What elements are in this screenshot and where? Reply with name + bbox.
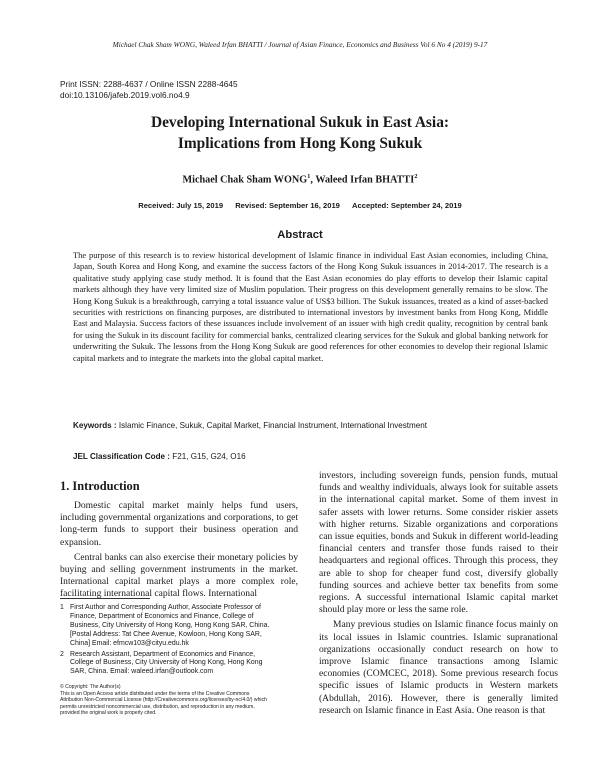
- footnote-line: First Author and Corresponding Author, Associate Professor of: [70, 604, 261, 611]
- footnote-line: SAR, China. Email: waleed.irfan@outlook.com: [70, 668, 214, 676]
- author-2: Waleed Irfan BHATTI: [315, 174, 415, 186]
- left-column: [60, 500, 298, 601]
- keywords: [73, 421, 548, 430]
- paragraph: Domestic capital market mainly helps fund users, including governmental organizations and corporations, to get long-term funds to support their business operation and expansion.: [60, 500, 298, 548]
- footnotes: [60, 604, 300, 677]
- abstract-text: The purpose of this research is to review historical development of Islamic finance in individual East Asian economies, including China, Japan, South Korea and Hong Kong, and examine the success factors of the Hong Kong Sukuk issuances in 2014-2017. The research is a qualitative study applying case study method. It is found that the East Asian economies do play efforts to develop their Islamic capital markets although they have very limited size of Muslim population. Their progress on this development generally remains to be slow. The Hong Kong Sukuk is a breakthrough, carrying a total issuance value of US$3 billion. The Sukuk issuances, treated as a kind of asset-backed securities with restrictions on financing purposes, are distributed to international investors by investment banks from Hong Kong, Middle East and Malaysia. Success factors of these issuances include involvement of an issuer with high credit quality, recognition by central bank for using the Sukuk in its discount facility for commercial banks, centralized clearing services for the Sukuk and global banking network for underwriting the Sukuk. The lessons from the Hong Kong Sukuk are good references for other economies to develop their regional Islamic capital markets and to integrate the markets into the global capital market.: [73, 250, 548, 363]
- footnote-2: [60, 651, 300, 678]
- abstract-heading: Abstract: [277, 229, 323, 241]
- article-title: [0, 112, 600, 154]
- author-2-affiliation: 2: [414, 173, 418, 180]
- keywords-label: Keywords :: [73, 421, 117, 430]
- jel-label: JEL Classification Code :: [73, 452, 170, 461]
- author-1-affiliation: 1: [307, 173, 311, 180]
- footnote-line: College of Business, City University of Hong Kong, Hong Kong: [70, 659, 263, 667]
- copyright-notice: [60, 684, 300, 717]
- right-column: [319, 470, 558, 717]
- revised-date: Revised: September 16, 2019: [235, 201, 340, 210]
- license-line: provided the original work is properly cited.: [60, 710, 157, 717]
- footnote-line: Research Assistant, Department of Economics and Finance,: [70, 650, 256, 658]
- author-separator: ,: [310, 174, 316, 186]
- running-header: Michael Chak Sham WONG, Waleed Irfan BHATTI / Journal of Asian Finance, Economics and Business Vol 6 No 4 (2019) 9-17: [112, 40, 488, 49]
- footnote-text: [70, 651, 262, 678]
- article-dates: [0, 201, 600, 210]
- jel-value: F21, G15, G24, O16: [170, 452, 246, 461]
- doi-line: doi:10.13106/jafeb.2019.vol6.no4.9: [60, 90, 190, 100]
- accepted-date: Accepted: September 24, 2019: [352, 201, 462, 210]
- footnote-text: [70, 604, 269, 649]
- author-1: Michael Chak Sham WONG: [182, 174, 308, 186]
- footnote-1: [60, 604, 300, 649]
- issn-line: Print ISSN: 2288-4637 / Online ISSN 2288-4645: [60, 79, 238, 89]
- footnote-divider: [60, 598, 150, 599]
- title-line-2: Implications from Hong Kong Sukuk: [177, 135, 423, 152]
- footnote-line: Business, City University of Hong Kong, Hong Kong SAR, China.: [70, 621, 270, 629]
- author-line: [0, 173, 600, 185]
- paragraph: Central banks can also exercise their monetary policies by buying and selling government instruments in the market. International capital market plays a more complex role, facilitating international capital flows. International: [60, 551, 298, 600]
- footnote-number: 2: [60, 650, 64, 658]
- received-date: Received: July 15, 2019: [138, 201, 224, 210]
- footnote-line: Finance, Department of Economics and Finance, College of: [70, 612, 254, 620]
- paragraph: investors, including sovereign funds, pension funds, mutual funds and wealthy individuals, always look for suitable assets in the international capital market. Some of them invest in safer assets with lower returns. Some consider riskier assets with higher returns. Sizable organizations and corporations can issue equities, bonds and Sukuk in different world-leading financial centers and transfer those funds raised to their headquarters and regional offices. Through this process, they are able to shop for cheaper fund cost, diversify globally funding sources and achieve better tax benefits from some regions. A successful international Islamic capital market should play more or less the same role.: [319, 470, 558, 616]
- keywords-value: Islamic Finance, Sukuk, Capital Market, Financial Instrument, International Investment: [116, 421, 428, 430]
- issn-block: [60, 79, 238, 101]
- footnote-line: [Postal Address: Tat Chee Avenue, Kowloon, Hong Kong SAR,: [70, 630, 262, 638]
- title-line-1: Developing International Sukuk in East Asia:: [150, 114, 450, 131]
- footnote-number: 1: [60, 604, 64, 611]
- license-line: This is an Open Access article distributed under the terms of the Creative Commons: [60, 690, 250, 697]
- license-line: Attribution Non-Commercial License (http://Creativecommons.org/licenses/by-nc/4.0/) which: [60, 697, 267, 704]
- copyright-line: © Copyright: The Author(s): [60, 684, 121, 690]
- license-line: permits unrestricted noncommercial use, distribution, and reproduction in any medium,: [60, 703, 255, 710]
- jel-classification: [73, 452, 548, 461]
- footnote-line: China] Email: efmcw103@cityu.edu.hk: [70, 639, 189, 647]
- section-heading-introduction: 1. Introduction: [60, 479, 140, 493]
- paragraph: Many previous studies on Islamic finance focus mainly on its local issues in Islamic countries. Islamic supranational organizations occasionally conduct research on how to improve Islamic finance transactions among Islamic economies (COMCEC, 2018). Some previous research focus specific issues of Islamic products in Western markets (Abdullah, 2016). However, there is generally limited research on Islamic finance in East Asia. One reason is that: [319, 619, 558, 716]
